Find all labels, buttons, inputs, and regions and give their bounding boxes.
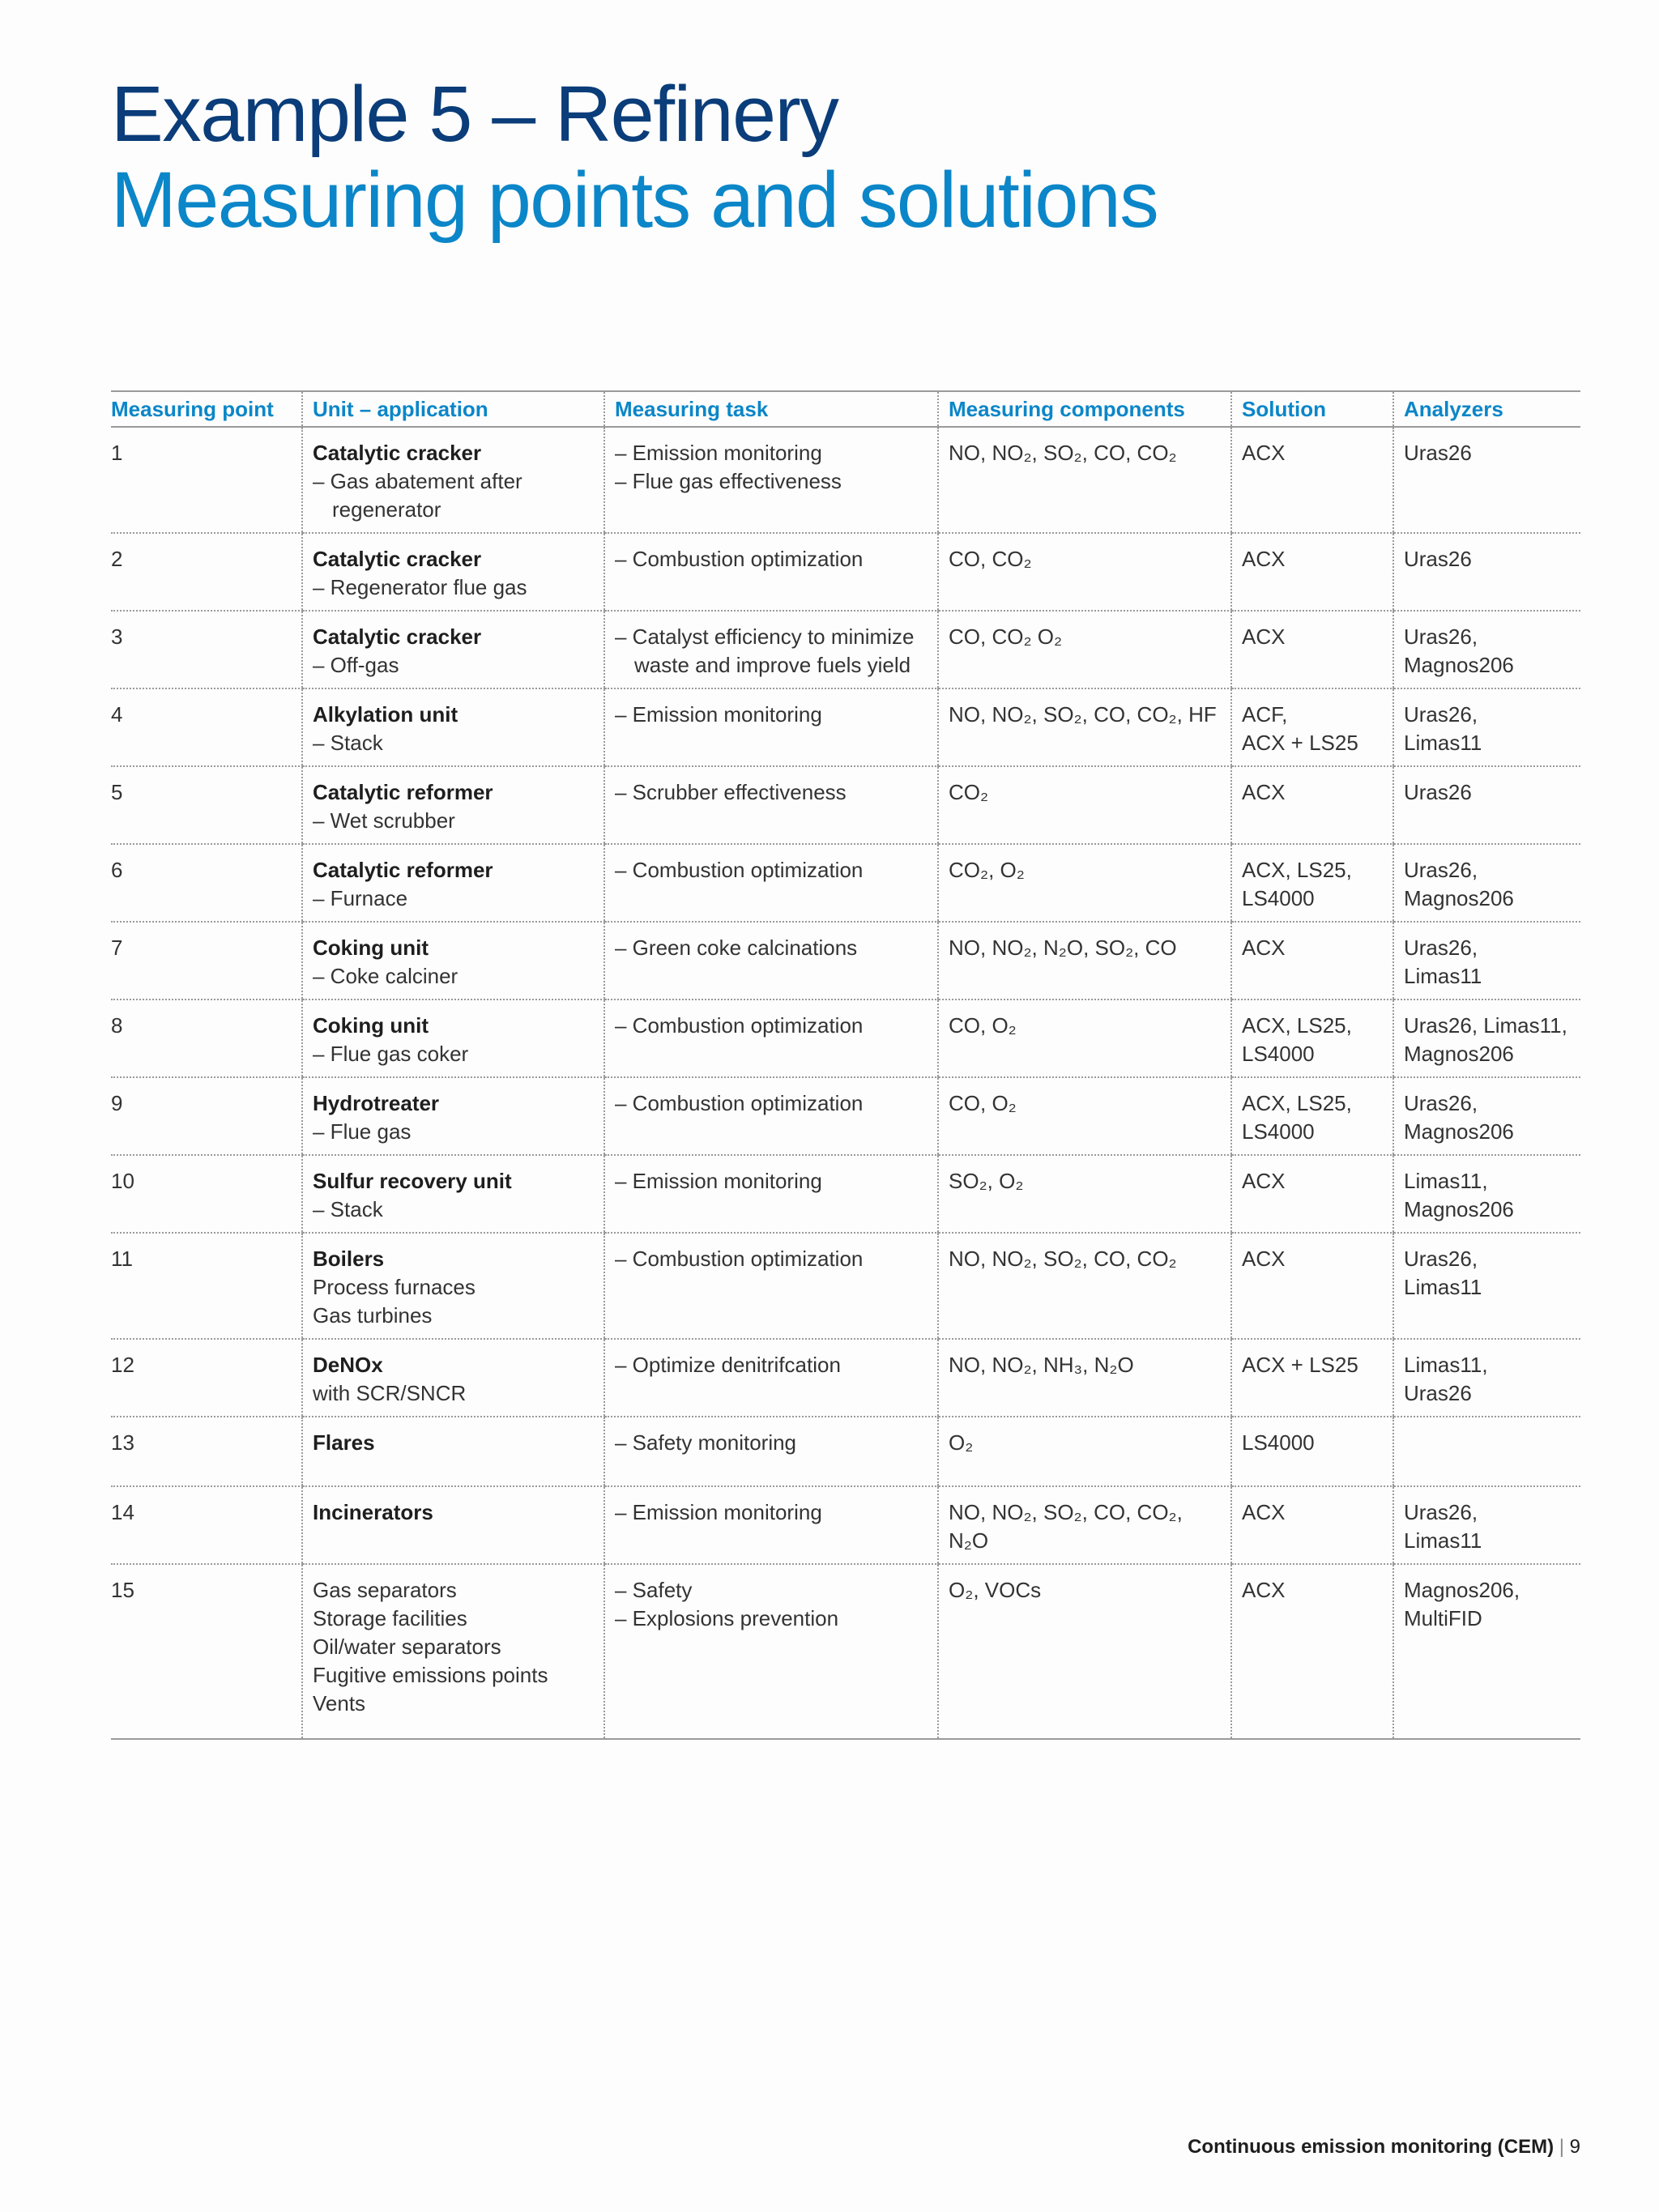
solution-item: ACX: [1242, 780, 1286, 804]
cell-measuring-point: 2: [111, 533, 302, 611]
unit-detail: – Flue gas coker: [313, 1042, 469, 1066]
unit-name: Catalytic reformer: [313, 780, 493, 804]
unit-name: Hydrotreater: [313, 1091, 440, 1115]
cell-measuring-task: [604, 844, 938, 922]
table-row: [111, 844, 1580, 922]
cell-measuring-point: 3: [111, 611, 302, 688]
cell-analyzers: [1393, 1339, 1580, 1417]
unit-detail: – Regenerator flue gas: [313, 575, 527, 599]
cell-solution: [1231, 844, 1393, 922]
cell-unit-application: [302, 1077, 604, 1155]
column-header-unit-application: Unit – application: [302, 391, 604, 427]
task-item: – Combustion optimization: [615, 858, 864, 882]
unit-detail: Storage facilities: [313, 1606, 467, 1630]
analyzer-item: Uras26,: [1404, 858, 1478, 882]
analyzer-item: Limas11: [1404, 1275, 1482, 1299]
solution-item: LS4000: [1242, 1042, 1315, 1066]
cell-solution: [1231, 427, 1393, 533]
task-item: – Combustion optimization: [615, 547, 864, 571]
unit-detail: – Stack: [313, 731, 383, 755]
table-row: [111, 766, 1580, 844]
analyzer-item: Magnos206: [1404, 1197, 1514, 1221]
task-item: – Combustion optimization: [615, 1247, 864, 1271]
analyzer-item: MultiFID: [1404, 1606, 1482, 1630]
cell-measuring-components: NO, NO₂, SO₂, CO, CO₂: [938, 1233, 1231, 1339]
cell-analyzers: [1393, 1233, 1580, 1339]
cell-unit-application: [302, 1233, 604, 1339]
solution-item: ACX: [1242, 1500, 1286, 1524]
cell-measuring-point: 9: [111, 1077, 302, 1155]
cell-solution: [1231, 688, 1393, 766]
solution-item: ACX + LS25: [1242, 731, 1358, 755]
analyzer-item: Uras26: [1404, 1381, 1472, 1405]
table-row: [111, 688, 1580, 766]
footer-separator: |: [1559, 2136, 1570, 2158]
page-title: Example 5 – Refinery: [111, 70, 838, 158]
cell-unit-application: [302, 1486, 604, 1564]
analyzer-item: Uras26,: [1404, 1091, 1478, 1115]
column-header-measuring-task: Measuring task: [604, 391, 938, 427]
analyzer-item: Magnos206: [1404, 886, 1514, 910]
solution-item: ACX: [1242, 1247, 1286, 1271]
cell-measuring-components: CO₂, O₂: [938, 844, 1231, 922]
cell-measuring-components: NO, NO₂, N₂O, SO₂, CO: [938, 922, 1231, 999]
cell-analyzers: [1393, 1417, 1580, 1486]
cell-measuring-components: NO, NO₂, SO₂, CO, CO₂, HF: [938, 688, 1231, 766]
column-header-measuring-components: Measuring components: [938, 391, 1231, 427]
task-item: – Explosions prevention: [615, 1606, 839, 1630]
unit-name: Catalytic cracker: [313, 624, 482, 649]
unit-name: Catalytic cracker: [313, 441, 482, 465]
cell-measuring-task: [604, 1077, 938, 1155]
cell-measuring-task: [604, 1486, 938, 1564]
cell-analyzers: [1393, 766, 1580, 844]
task-item: – Emission monitoring: [615, 441, 822, 465]
unit-detail: – Stack: [313, 1197, 383, 1221]
cell-measuring-point: 12: [111, 1339, 302, 1417]
analyzer-item: Uras26,: [1404, 1500, 1478, 1524]
table-row: [111, 1486, 1580, 1564]
solution-item: ACX: [1242, 1578, 1286, 1602]
task-item: – Emission monitoring: [615, 1500, 822, 1524]
cell-measuring-task: [604, 688, 938, 766]
cell-measuring-task: [604, 1155, 938, 1233]
cell-measuring-task: [604, 1233, 938, 1339]
unit-name: Catalytic reformer: [313, 858, 493, 882]
table-header-row: [111, 391, 1580, 427]
analyzer-item: Limas11,: [1404, 1169, 1488, 1193]
unit-name: Flares: [313, 1430, 375, 1455]
analyzer-item: Limas11: [1404, 964, 1482, 988]
solution-item: LS4000: [1242, 1430, 1315, 1455]
cell-solution: [1231, 533, 1393, 611]
unit-detail: – Gas abatement after regenerator: [313, 469, 522, 522]
column-header-analyzers: Analyzers: [1393, 391, 1580, 427]
analyzer-item: Magnos206: [1404, 1042, 1514, 1066]
cell-measuring-point: 14: [111, 1486, 302, 1564]
cell-solution: [1231, 611, 1393, 688]
cell-unit-application: [302, 427, 604, 533]
analyzer-item: Magnos206,: [1404, 1578, 1520, 1602]
column-header-solution: Solution: [1231, 391, 1393, 427]
unit-detail: – Off-gas: [313, 653, 399, 677]
cell-unit-application: [302, 1417, 604, 1486]
analyzer-item: Magnos206: [1404, 1119, 1514, 1144]
analyzer-item: Uras26: [1404, 441, 1472, 465]
cell-measuring-components: CO, O₂: [938, 1077, 1231, 1155]
unit-name: Incinerators: [313, 1500, 433, 1524]
solution-item: ACX + LS25: [1242, 1353, 1358, 1377]
cell-solution: [1231, 1233, 1393, 1339]
solution-item: LS4000: [1242, 886, 1315, 910]
solution-item: ACX: [1242, 624, 1286, 649]
table-row: [111, 1077, 1580, 1155]
unit-detail: – Furnace: [313, 886, 408, 910]
cell-unit-application: [302, 533, 604, 611]
cell-measuring-point: 13: [111, 1417, 302, 1486]
analyzer-item: Uras26: [1404, 780, 1472, 804]
table-row: [111, 1339, 1580, 1417]
cell-unit-application: [302, 1155, 604, 1233]
cell-measuring-components: CO, CO₂ O₂: [938, 611, 1231, 688]
cell-measuring-point: 6: [111, 844, 302, 922]
analyzer-item: Limas11: [1404, 731, 1482, 755]
analyzer-item: Uras26, Limas11,: [1404, 1013, 1567, 1038]
cell-solution: [1231, 1077, 1393, 1155]
cell-measuring-task: [604, 427, 938, 533]
unit-name: Sulfur recovery unit: [313, 1169, 512, 1193]
cell-measuring-task: [604, 1564, 938, 1739]
cell-analyzers: [1393, 533, 1580, 611]
cell-solution: [1231, 1564, 1393, 1739]
cell-unit-application: [302, 922, 604, 999]
cell-measuring-point: 11: [111, 1233, 302, 1339]
unit-detail: – Coke calciner: [313, 964, 458, 988]
unit-name: Alkylation unit: [313, 702, 458, 727]
cell-measuring-task: [604, 1417, 938, 1486]
unit-name: DeNOx: [313, 1353, 383, 1377]
column-header-measuring-point: Measuring point: [111, 391, 302, 427]
cell-measuring-task: [604, 999, 938, 1077]
unit-detail: with SCR/SNCR: [313, 1381, 467, 1405]
cell-unit-application: [302, 1339, 604, 1417]
cell-unit-application: [302, 611, 604, 688]
solution-item: ACX: [1242, 441, 1286, 465]
cell-analyzers: [1393, 999, 1580, 1077]
analyzer-item: Uras26,: [1404, 624, 1478, 649]
analyzer-item: Limas11: [1404, 1528, 1482, 1553]
cell-solution: [1231, 1155, 1393, 1233]
unit-detail: Oil/water separators: [313, 1634, 501, 1659]
cell-unit-application: [302, 688, 604, 766]
unit-detail: Gas turbines: [313, 1303, 433, 1328]
solution-item: ACX: [1242, 547, 1286, 571]
solution-item: ACX: [1242, 936, 1286, 960]
cell-measuring-point: 15: [111, 1564, 302, 1739]
cell-solution: [1231, 922, 1393, 999]
solution-item: ACX, LS25,: [1242, 858, 1352, 882]
unit-detail: Fugitive emissions points: [313, 1663, 548, 1687]
analyzer-item: Uras26,: [1404, 702, 1478, 727]
table-row: [111, 427, 1580, 533]
analyzer-item: Uras26,: [1404, 1247, 1478, 1271]
table-row: [111, 999, 1580, 1077]
cell-analyzers: [1393, 1564, 1580, 1739]
cell-measuring-task: [604, 533, 938, 611]
task-item: – Safety monitoring: [615, 1430, 797, 1455]
cell-analyzers: [1393, 922, 1580, 999]
cell-unit-application: [302, 844, 604, 922]
cell-analyzers: [1393, 1077, 1580, 1155]
unit-name: Coking unit: [313, 936, 429, 960]
cell-unit-application: [302, 999, 604, 1077]
cell-analyzers: [1393, 1486, 1580, 1564]
table-row: [111, 1233, 1580, 1339]
cell-measuring-components: NO, NO₂, NH₃, N₂O: [938, 1339, 1231, 1417]
solution-item: LS4000: [1242, 1119, 1315, 1144]
task-item: – Combustion optimization: [615, 1013, 864, 1038]
unit-detail: Vents: [313, 1691, 366, 1715]
cell-unit-application: [302, 766, 604, 844]
cell-measuring-components: NO, NO₂, SO₂, CO, CO₂: [938, 427, 1231, 533]
cell-unit-application: [302, 1564, 604, 1739]
task-item: – Scrubber effectiveness: [615, 780, 847, 804]
analyzer-item: Uras26,: [1404, 936, 1478, 960]
task-item: – Catalyst efficiency to minimize waste and improve fuels yield: [615, 624, 915, 677]
cell-solution: [1231, 766, 1393, 844]
cell-solution: [1231, 999, 1393, 1077]
task-item: – Green coke calcinations: [615, 936, 858, 960]
solution-item: ACX: [1242, 1169, 1286, 1193]
unit-name: Coking unit: [313, 1013, 429, 1038]
task-item: – Emission monitoring: [615, 1169, 822, 1193]
table-row: [111, 533, 1580, 611]
table-row: [111, 1417, 1580, 1486]
cell-analyzers: [1393, 844, 1580, 922]
cell-measuring-task: [604, 922, 938, 999]
cell-measuring-components: SO₂, O₂: [938, 1155, 1231, 1233]
cell-measuring-components: O₂, VOCs: [938, 1564, 1231, 1739]
cell-measuring-components: CO₂: [938, 766, 1231, 844]
unit-detail: – Wet scrubber: [313, 808, 455, 833]
cell-measuring-components: CO, O₂: [938, 999, 1231, 1077]
cell-solution: [1231, 1417, 1393, 1486]
cell-measuring-point: 1: [111, 427, 302, 533]
page-number: 9: [1569, 2136, 1580, 2158]
analyzer-item: Uras26: [1404, 547, 1472, 571]
cell-solution: [1231, 1339, 1393, 1417]
task-item: – Optimize denitrifcation: [615, 1353, 841, 1377]
cell-measuring-point: 8: [111, 999, 302, 1077]
unit-detail: – Flue gas: [313, 1119, 412, 1144]
task-item: – Safety: [615, 1578, 693, 1602]
unit-name: Catalytic cracker: [313, 547, 482, 571]
cell-analyzers: [1393, 1155, 1580, 1233]
cell-measuring-components: O₂: [938, 1417, 1231, 1486]
solution-item: ACF,: [1242, 702, 1288, 727]
footer-title: Continuous emission monitoring (CEM): [1188, 2136, 1555, 2158]
measuring-points-table: [111, 390, 1580, 1740]
table-row: [111, 611, 1580, 688]
task-item: – Emission monitoring: [615, 702, 822, 727]
page-subtitle: Measuring points and solutions: [111, 156, 1158, 244]
cell-analyzers: [1393, 427, 1580, 533]
table-row: [111, 1564, 1580, 1739]
task-item: – Combustion optimization: [615, 1091, 864, 1115]
cell-measuring-components: CO, CO₂: [938, 533, 1231, 611]
unit-detail: Process furnaces: [313, 1275, 476, 1299]
cell-analyzers: [1393, 688, 1580, 766]
cell-measuring-task: [604, 766, 938, 844]
cell-measuring-point: 10: [111, 1155, 302, 1233]
cell-solution: [1231, 1486, 1393, 1564]
cell-measuring-task: [604, 1339, 938, 1417]
cell-analyzers: [1393, 611, 1580, 688]
analyzer-item: Limas11,: [1404, 1353, 1488, 1377]
page-footer: [1188, 2136, 1580, 2159]
analyzer-item: Magnos206: [1404, 653, 1514, 677]
table-row: [111, 922, 1580, 999]
cell-measuring-point: 5: [111, 766, 302, 844]
solution-item: ACX, LS25,: [1242, 1091, 1352, 1115]
cell-measuring-point: 4: [111, 688, 302, 766]
unit-name: Boilers: [313, 1247, 385, 1271]
solution-item: ACX, LS25,: [1242, 1013, 1352, 1038]
cell-measuring-components: NO, NO₂, SO₂, CO, CO₂, N₂O: [938, 1486, 1231, 1564]
unit-detail: Gas separators: [313, 1578, 457, 1602]
cell-measuring-task: [604, 611, 938, 688]
table-row: [111, 1155, 1580, 1233]
cell-measuring-point: 7: [111, 922, 302, 999]
task-item: – Flue gas effectiveness: [615, 469, 842, 493]
